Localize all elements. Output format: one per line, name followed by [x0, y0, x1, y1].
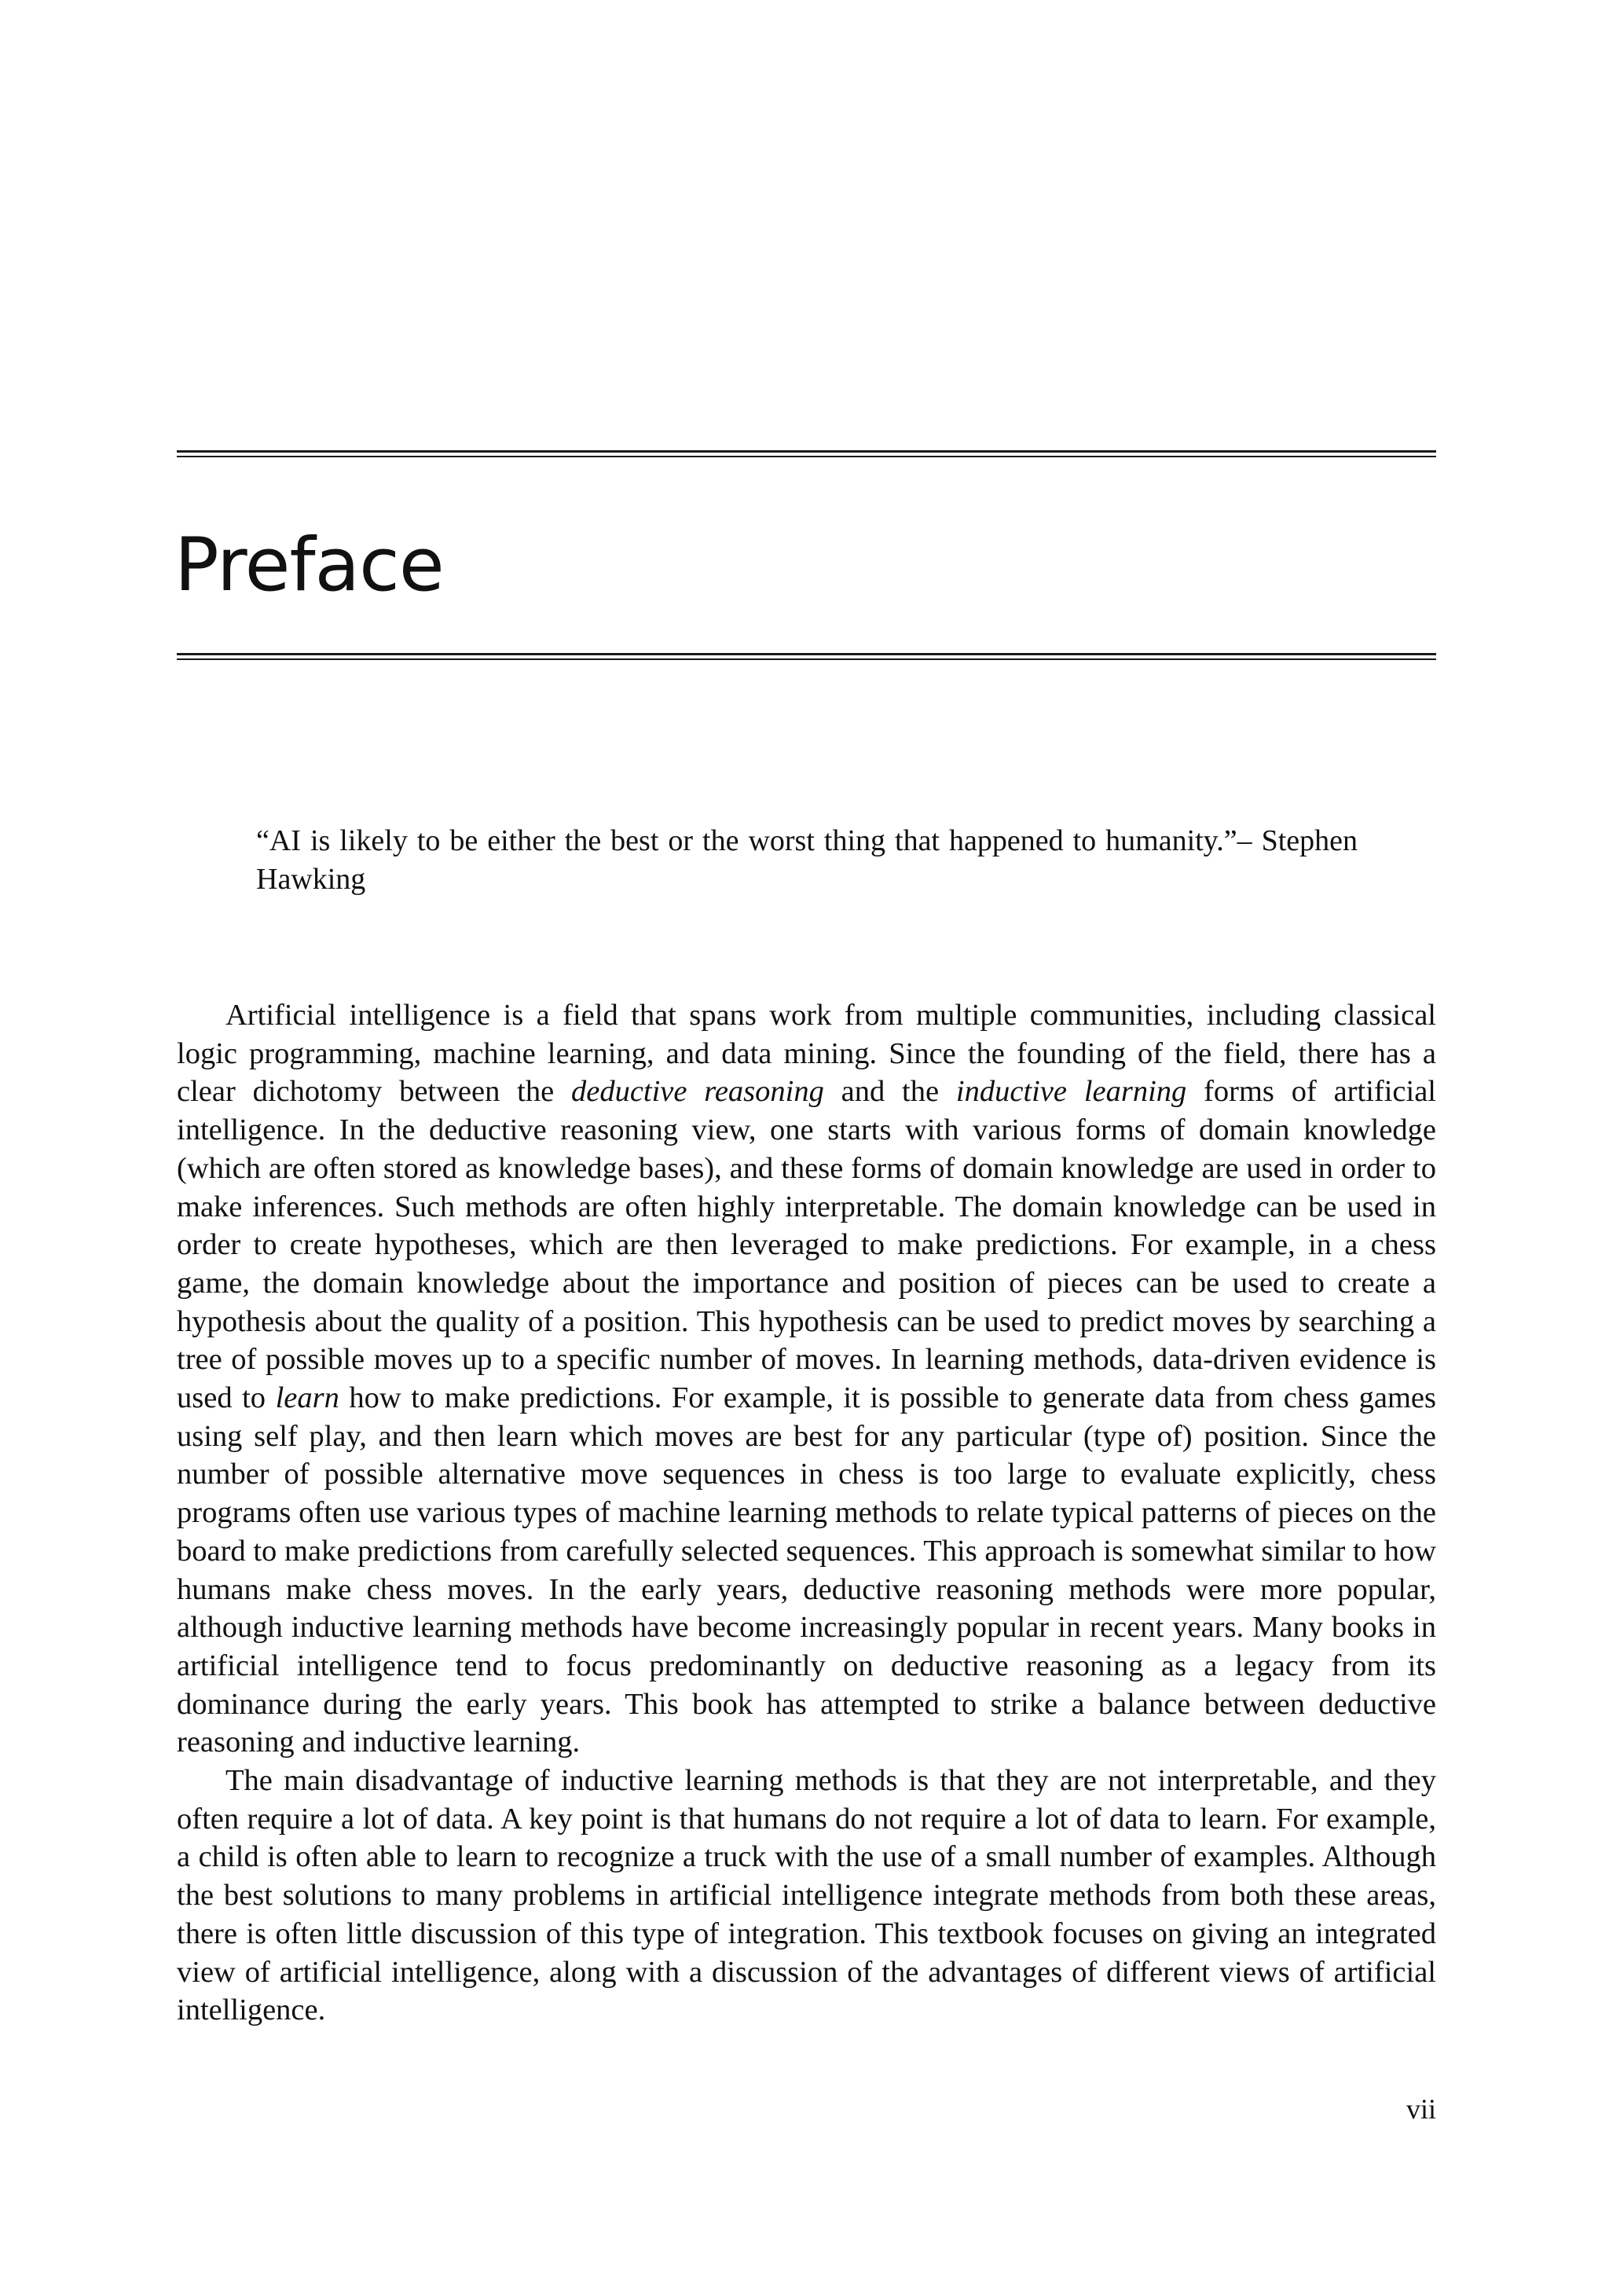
page-number: vii — [1406, 2093, 1436, 2125]
emphasis-inductive-learning: inductive learning — [955, 1075, 1187, 1109]
paragraph-run: The main disadvantage of inductive learning methods is that they are not interpretable, and they often require a lot of data. A key point is that humans do not require a lot of data to learn. For example, a child is often able to learn to recognize a truck with the use of a small number of examples. Although the best solutions to many problems in artificial intelligence integrate methods from both these areas, there is often little discussion of this type of integration. This textbook focuses on giving an integrated view of artificial intelligence, along with a discussion of the advantages of different views of artificial intelligence. — [177, 1764, 1436, 2027]
paragraph-run: forms of artificial intelligence. In the deductive reasoning view, one starts with various forms of domain knowledge (which are often stored as knowledge bases), and these forms of domain knowledge are used in order to make inferences. Such methods are often highly interpretable. The domain knowledge can be used in order to create hypotheses, which are then leveraged to make predictions. For example, in a chess game, the domain knowledge about the importance and position of pieces can be used to create a hypothesis about the quality of a position. This hypothesis can be used to predict moves by searching a tree of possible moves up to a specific number of moves. In learning methods, data-driven evidence is used to — [177, 1075, 1436, 1415]
paragraph-2 — [177, 1762, 1436, 2030]
chapter-rule-top — [177, 450, 1436, 457]
emphasis-learn: learn — [275, 1381, 339, 1415]
chapter-title: Preface — [174, 523, 444, 608]
chapter-rule-bottom — [177, 653, 1436, 660]
paragraph-run: how to make predictions. For example, it is possible to generate data from chess games using self play, and then learn which moves are best for any particular (type of) position. Since the number of possible alternative move sequences in chess is too large to evaluate explicitly, chess programs often use various types of machine learning methods to relate typical patterns of pieces on the board to make predictions from carefully selected sequences. This approach is somewhat similar to how humans make chess moves. In the early years, deductive reasoning methods were more popular, although inductive learning methods have become increasingly popular in recent years. Many books in artificial intelligence tend to focus predominantly on deductive reasoning as a legacy from its dominance during the early years. This book has attempted to strike a balance between deductive reasoning and inductive learning. — [177, 1381, 1436, 1759]
paragraph-run: and the — [823, 1075, 956, 1109]
epigraph-quote: “AI is likely to be either the best or the worst thing that happened to humanity.”– Stephen Hawking — [256, 824, 1358, 896]
emphasis-deductive-reasoning: deductive reasoning — [570, 1075, 824, 1109]
paragraph-1 — [177, 996, 1436, 1762]
paragraph-run: Artificial intelligence is a field that spans work from multiple communities, including classical logic programming, machine learning, and data mining. Since the founding of the field, there has a clear dichotomy between the — [177, 999, 1436, 1109]
body-text — [177, 996, 1436, 2030]
